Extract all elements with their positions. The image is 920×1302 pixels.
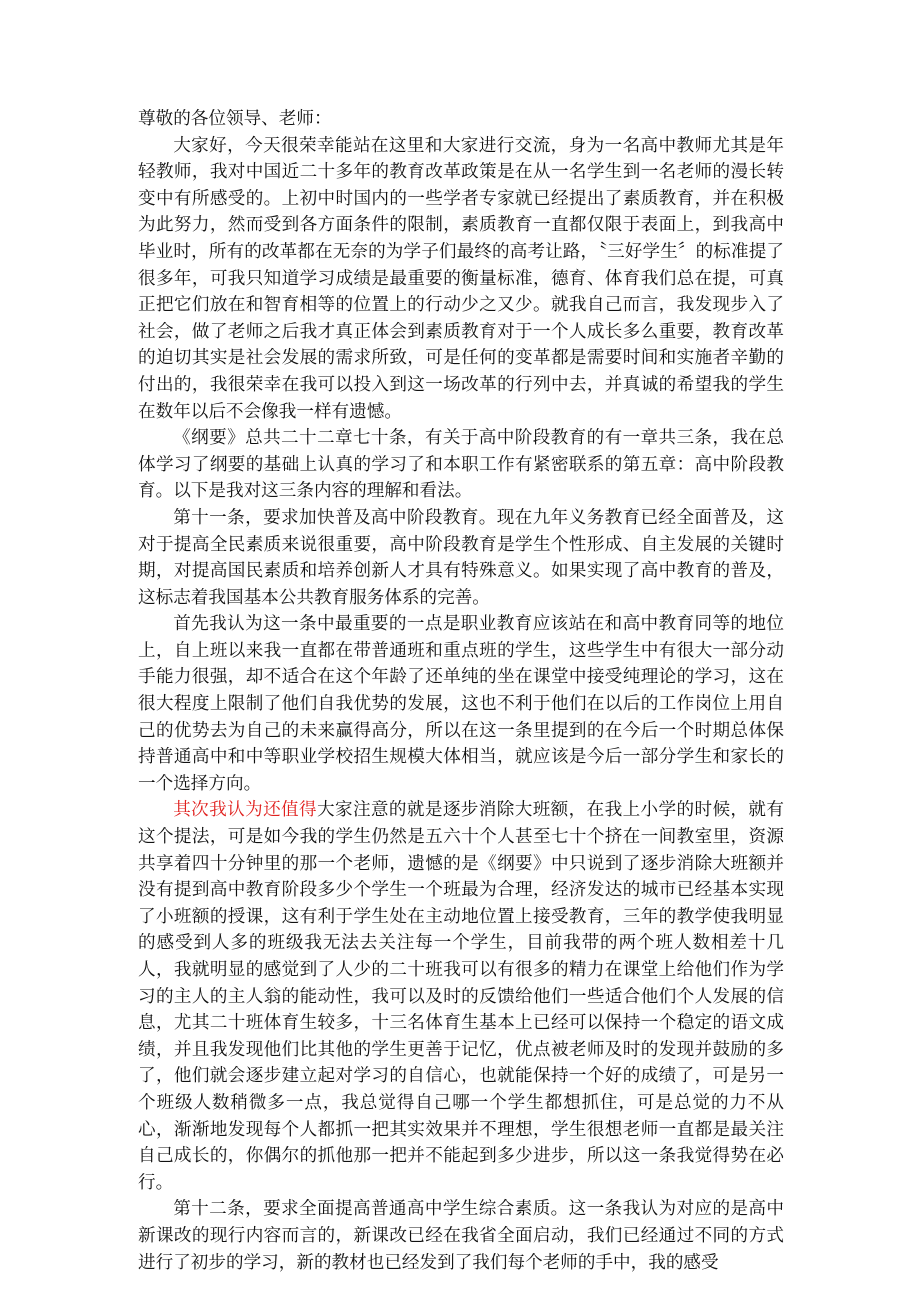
paragraph-article-eleven: 第十一条，要求加快普及高中阶段教育。现在九年义务教育已经全面普及，这对于提高全民素质来说很重要，高中阶段教育是学生个性形成、自主发展的关键时期，对提高国民素质和培养创新人才具有特殊意义。如果实现了高中教育的普及，这标志着我国基本公共教育服务体系的完善。 [138, 507, 784, 608]
document-page [138, 106, 784, 1276]
paragraph-class-size [138, 797, 784, 1196]
paragraph-vocational-education: 首先我认为这一条中最重要的一点是职业教育应该站在和高中教育同等的地位上，自上班以来我一直都在带普通班和重点班的学生，这些学生中有很大一部分动手能力很强，却不适合在这个年龄了还单纯的坐在课堂中接受纯理论的学习，这在很大程度上限制了他们自我优势的发展，这也不利于他们在以后的工作岗位上用自己的优势去为自己的未来赢得高分，所以在这一条里提到的在今后一个时期总体保持普通高中和中等职业学校招生规模大体相当，就应该是今后一部分学生和家长的一个选择方向。 [138, 614, 784, 794]
salutation: 尊敬的各位领导、老师： [138, 109, 332, 129]
paragraph-introduction: 大家好，今天很荣幸能站在这里和大家进行交流，身为一名高中教师尤其是年轻教师，我对中国近二十多年的教育改革政策是在从一名学生到一名老师的漫长转变中有所感受的。上初中时国内的一些学者专家就已经提出了素质教育，并在积极为此努力，然而受到各方面条件的限制，素质教育一直都仅限于表面上，到我高中毕业时，所有的改革都在无奈的为学子们最终的高考让路，〝三好学生〞的标准提了很多年，可我只知道学习成绩是最重要的衡量标准，德育、体育我们总在提，可真正把它们放在和智育相等的位置上的行动少之又少。就我自己而言，我发现步入了社会，做了老师之后我才真正体会到素质教育对于一个人成长多么重要，教育改革的迫切其实是社会发展的需求所致，可是任何的变革都是需要时间和实施者辛勤的付出的，我很荣幸在我可以投入到这一场改革的行列中去，并真诚的希望我的学生在数年以后不会像我一样有遗憾。 [138, 135, 784, 422]
paragraph-article-twelve: 第十二条，要求全面提高普通高中学生综合素质。这一条我认为对应的是高中新课改的现行内容而言的，新课改已经在我省全面启动，我们已经通过不同的方式进行了初步的学习，新的教材也已经发到了我们每个老师的手中，我的感受 [138, 1199, 784, 1273]
paragraph-outline-overview: 《纲要》总共二十二章七十条，有关于高中阶段教育的有一章共三条，我在总体学习了纲要的基础上认真的学习了和本职工作有紧密联系的第五章：高中阶段教育。以下是我对这三条内容的理解和看法。 [138, 428, 784, 502]
highlighted-lead-text: 其次我认为还值得 [173, 800, 317, 821]
paragraph-class-size-body: 大家注意的就是逐步消除大班额，在我上小学的时候，就有这个提法，可是如今我的学生仍然是五六十个人甚至七十个挤在一间教室里，资源共享着四十分钟里的那一个老师，遗憾的是《纲要》中只说到了逐步消除大班额并没有提到高中教育阶段多少个学生一个班最为合理，经济发达的城市已经基本实现了小班额的授课，这有利于学生处在主动地位置上接受教育，三年的教学使我明显的感受到人多的班级我无法去关注每一个学生，目前我带的两个班人数相差十几人，我就明显的感觉到了人少的二十班我可以有很多的精力在课堂上给他们作为学习的主人的主人翁的能动性，我可以及时的反馈给他们一些适合他们个人发展的信息，尤其二十班体育生较多，十三名体育生基本上已经可以保持一个稳定的语文成绩，并且我发现他们比其他的学生更善于记忆，优点被老师及时的发现并鼓励的多了，他们就会逐步建立起对学习的自信心，也就能保持一个好的成绩了，可是另一个班级人数稍微多一点，我总觉得自己哪一个学生都想抓住，可是总觉的力不从心，渐渐地发现每个人都抓一把其实效果并不理想，学生很想老师一直都是最关注自己成长的，你偶尔的抓他那一把并不能起到多少进步，所以这一条我觉得势在必行。 [138, 800, 784, 1193]
